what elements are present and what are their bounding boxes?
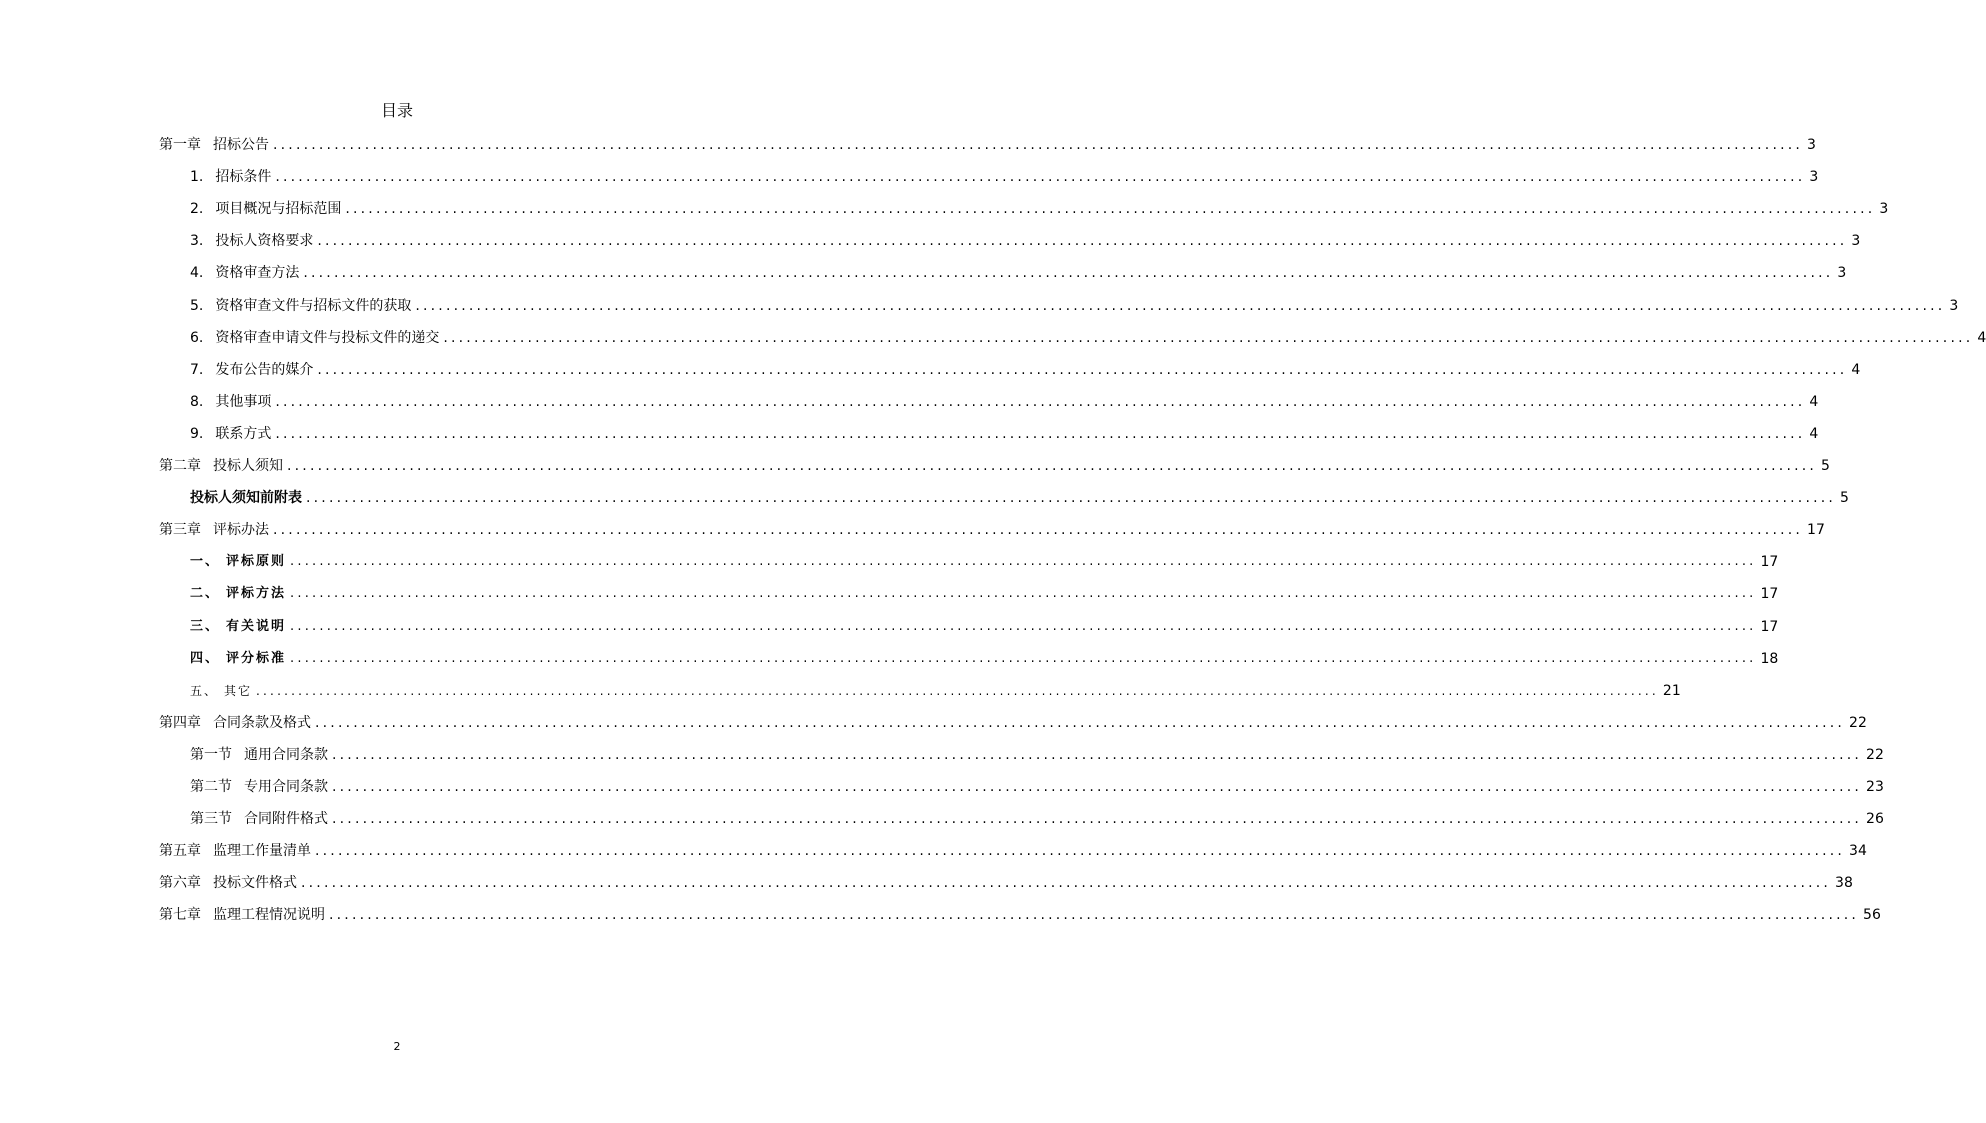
toc-entry-page: 34	[1849, 843, 1867, 860]
toc-entry[interactable]	[190, 578, 1779, 610]
toc-entry-title: 招标条件	[215, 169, 272, 186]
toc-dot-leader: ........................................................................................................................................................................................................	[290, 650, 1757, 666]
toc-entry-title: 评分标准	[226, 650, 287, 666]
toc-entry-number: 第五章	[159, 843, 201, 860]
toc-entry[interactable]	[190, 546, 1779, 578]
toc-dot-leader: ........................................................................................................................................................................................................	[306, 490, 1837, 507]
toc-entry[interactable]	[190, 675, 1681, 707]
toc-dot-leader: ........................................................................................................................................................................................................	[345, 201, 1876, 218]
toc-entry-number: 5.	[190, 297, 204, 314]
toc-dot-leader: ........................................................................................................................................................................................................	[317, 361, 1848, 378]
toc-entry-page: 3	[1837, 265, 1847, 282]
toc-entry-title: 投标文件格式	[213, 875, 297, 892]
toc-entry[interactable]	[190, 257, 1847, 289]
toc-dot-leader: ........................................................................................................................................................................................................	[290, 618, 1757, 634]
toc-entry-number: 9.	[190, 425, 204, 442]
toc-entry-page: 17	[1760, 586, 1779, 603]
toc-entry[interactable]	[159, 899, 1881, 931]
toc-entry-title: 投标人须知前附表	[190, 490, 302, 507]
toc-entry-number: 第二节	[190, 779, 232, 795]
toc-entry[interactable]	[159, 450, 1830, 482]
toc-entry[interactable]	[190, 290, 1959, 322]
toc-entry-title: 项目概况与招标范围	[215, 201, 342, 218]
toc-entry[interactable]	[190, 643, 1779, 675]
toc-dot-leader: ........................................................................................................................................................................................................	[332, 746, 1863, 763]
toc-entry-number: 一、	[190, 554, 221, 570]
toc-entry[interactable]	[190, 322, 1986, 354]
toc-entry-title: 合同附件格式	[244, 811, 328, 828]
toc-entry-number: 三、	[190, 618, 221, 634]
toc-dot-leader: ........................................................................................................................................................................................................	[275, 425, 1806, 442]
toc-entry-title: 评标方法	[226, 586, 287, 602]
toc-dot-leader: ........................................................................................................................................................................................................	[287, 458, 1818, 474]
toc-entry-number: 五、	[190, 683, 219, 698]
toc-entry-page: 17	[1760, 554, 1779, 571]
toc-entry-page: 4	[1809, 425, 1819, 442]
toc-entry-page: 26	[1866, 811, 1884, 828]
toc-entry[interactable]	[190, 225, 1861, 257]
toc-entry-title: 投标人资格要求	[215, 233, 314, 250]
toc-entry[interactable]	[190, 354, 1861, 386]
toc-entry-title: 资格审查申请文件与投标文件的递交	[215, 329, 440, 346]
toc-entry-number: 3.	[190, 233, 204, 250]
toc-entry-title: 评标原则	[226, 554, 287, 570]
toc-entry[interactable]	[190, 739, 1884, 771]
toc-entry[interactable]	[159, 867, 1853, 899]
toc-entry-title: 联系方式	[215, 425, 272, 442]
toc-entry-title: 监理工作量清单	[213, 843, 311, 860]
toc-entry-page: 56	[1863, 907, 1881, 924]
toc-dot-leader: ........................................................................................................................................................................................................	[275, 169, 1806, 186]
toc-entry[interactable]	[159, 707, 1867, 739]
toc-entry-number: 第二章	[159, 458, 201, 474]
toc-entry[interactable]	[190, 386, 1819, 418]
toc-entry-title: 评标办法	[213, 522, 269, 539]
toc-entry-page: 3	[1851, 233, 1861, 250]
toc-entry-page: 5	[1840, 490, 1849, 507]
toc-entry[interactable]	[159, 835, 1867, 867]
toc-entry-title: 资格审查方法	[215, 265, 300, 282]
toc-dot-leader: ........................................................................................................................................................................................................	[290, 554, 1757, 570]
toc-entry-page: 17	[1760, 618, 1779, 635]
toc-entry-page: 38	[1835, 875, 1853, 892]
toc-dot-leader: ........................................................................................................................................................................................................	[317, 233, 1848, 250]
toc-entry-number: 6.	[190, 329, 204, 346]
toc-dot-leader: ........................................................................................................................................................................................................	[256, 683, 1659, 698]
toc-entry-page: 5	[1821, 458, 1830, 474]
toc-entry-number: 1.	[190, 169, 204, 186]
toc-entry[interactable]	[159, 514, 1825, 546]
toc-entry[interactable]	[190, 803, 1884, 835]
toc-dot-leader: ........................................................................................................................................................................................................	[303, 265, 1834, 282]
toc-entry-number: 第三节	[190, 811, 232, 828]
toc-entry[interactable]	[190, 161, 1819, 193]
toc-entry-number: 四、	[190, 650, 221, 666]
toc-entry-title: 其他事项	[215, 393, 272, 410]
toc-entry-number: 第六章	[159, 875, 201, 892]
toc-dot-leader: ........................................................................................................................................................................................................	[273, 137, 1804, 153]
toc-dot-leader: ........................................................................................................................................................................................................	[332, 779, 1863, 795]
toc-entry[interactable]	[190, 418, 1819, 450]
toc-entry-page: 4	[1809, 393, 1819, 410]
toc-entry-number: 第一章	[159, 137, 201, 153]
toc-entry-number: 第一节	[190, 746, 232, 763]
toc-entry-page: 3	[1879, 201, 1889, 218]
toc-dot-leader: ........................................................................................................................................................................................................	[332, 811, 1863, 828]
toc-entry[interactable]	[159, 129, 1816, 161]
page-number: 2	[393, 1040, 401, 1053]
toc-entry-title: 有关说明	[226, 618, 287, 634]
toc-entry-title: 资格审查文件与招标文件的获取	[215, 297, 412, 314]
toc-entry-title: 发布公告的媒介	[215, 361, 314, 378]
toc-entry-title: 投标人须知	[213, 458, 283, 474]
toc-entry-page: 22	[1849, 714, 1867, 731]
toc-entry-number: 7.	[190, 361, 204, 378]
toc-entry-number: 第四章	[159, 714, 201, 731]
toc-entry-number: 4.	[190, 265, 204, 282]
toc-dot-leader: ........................................................................................................................................................................................................	[315, 843, 1846, 860]
toc-entry-title: 监理工程情况说明	[213, 907, 325, 924]
toc-entry[interactable]	[190, 771, 1884, 803]
toc-entry-page: 4	[1977, 329, 1986, 346]
toc-dot-leader: ........................................................................................................................................................................................................	[415, 297, 1946, 314]
toc-entry[interactable]	[190, 193, 1889, 225]
toc-dot-leader: ........................................................................................................................................................................................................	[443, 329, 1974, 346]
toc-dot-leader: ........................................................................................................................................................................................................	[290, 586, 1757, 602]
toc-entry-title: 招标公告	[213, 137, 269, 153]
toc-entry-title: 其它	[224, 683, 253, 698]
toc-entry[interactable]	[190, 611, 1779, 643]
toc-entry-page: 3	[1809, 169, 1819, 186]
toc-entry-page: 3	[1949, 297, 1959, 314]
toc-dot-leader: ........................................................................................................................................................................................................	[329, 907, 1860, 924]
toc-dot-leader: ........................................................................................................................................................................................................	[301, 875, 1832, 892]
toc-entry-page: 17	[1807, 522, 1825, 539]
toc-entry-number: 第三章	[159, 522, 201, 539]
toc-entry-page: 22	[1866, 746, 1884, 763]
toc-entry-page: 18	[1760, 650, 1779, 667]
toc-entry-number: 第七章	[159, 907, 201, 924]
toc-entry-number: 2.	[190, 201, 204, 218]
toc-dot-leader: ........................................................................................................................................................................................................	[273, 522, 1804, 539]
toc-entry-title: 合同条款及格式	[213, 714, 311, 731]
toc-entry-title: 通用合同条款	[244, 746, 328, 763]
toc-entry-page: 4	[1851, 361, 1861, 378]
toc-entry-page: 3	[1807, 137, 1816, 153]
toc-entry-title: 专用合同条款	[244, 779, 328, 795]
toc-entry-number: 二、	[190, 586, 221, 602]
toc-dot-leader: ........................................................................................................................................................................................................	[315, 714, 1846, 731]
toc-entry-page: 23	[1866, 779, 1884, 795]
toc-title: 目录	[380, 101, 413, 120]
toc-dot-leader: ........................................................................................................................................................................................................	[275, 393, 1806, 410]
toc-entry-number: 8.	[190, 393, 204, 410]
toc-entry-page: 21	[1662, 682, 1681, 699]
toc-entry[interactable]	[190, 482, 1849, 514]
